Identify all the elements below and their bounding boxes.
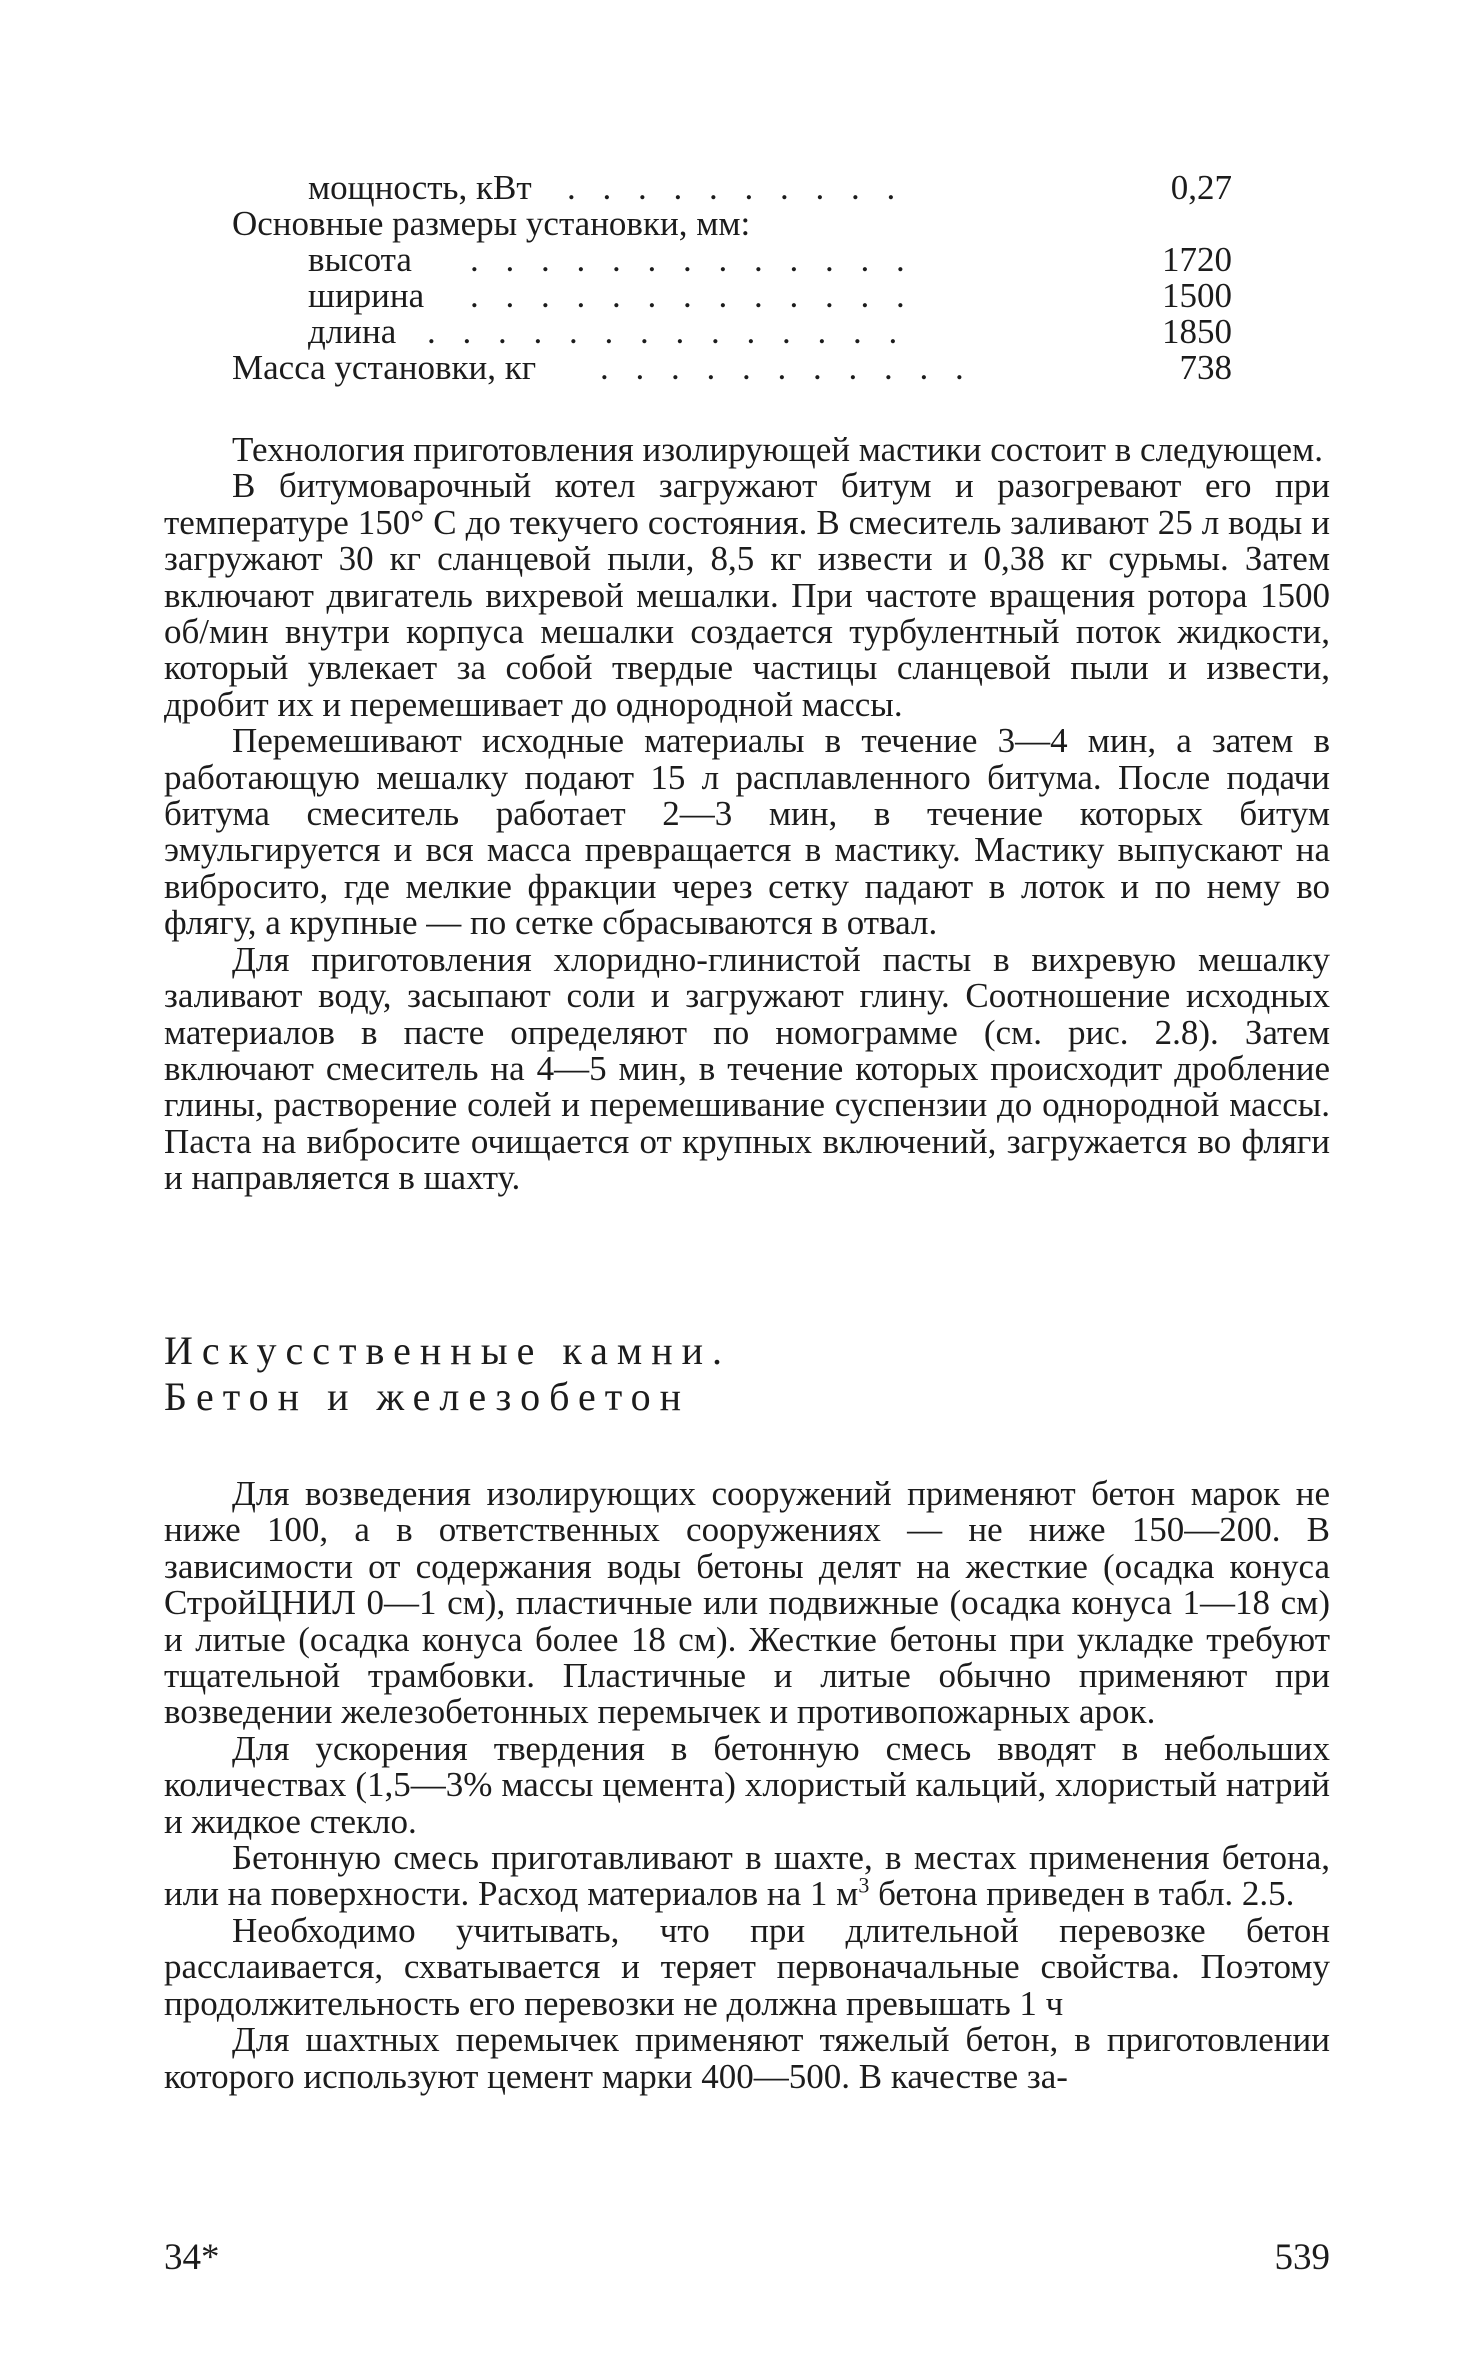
paragraph: Перемешивают исходные материалы в течение 3—4 мин, а затем в работающую мешалку подают 15 л расплавленного битума. После подачи битума смеситель работает 2—3 мин, в течение которых битум эмульгируется и вся масса превращается в мастику. Мастику выпускают на вибросито, где мелкие фракции через сетку падают в лоток и по нему во флягу, а крупные — по сетке сбрасываются в отвал. [164, 721, 1330, 943]
paragraph: Для шахтных перемычек применяют тяжелый бетон, в приготовлении которого используют цемент марки 400—500. В качестве за- [164, 2020, 1330, 2096]
paragraph: Для возведения изолирующих сооружений применяют бетон марок не ниже 100, а в ответственных сооружениях — не ниже 150—200. В зависимости от содержания воды бетоны делят на жесткие (осадка конуса СтройЦНИЛ 0—1 см), пластичные или подвижные (осадка конуса 1—18 см) и литые (осадка конуса более 18 см). Жесткие бетоны при укладке требуют тщательной трамбовки. Пластичные и литые обычно применяют при возведении железобетонных перемычек и противопожарных арок. [164, 1474, 1330, 1732]
spec-value: 1850 [1162, 312, 1232, 351]
spec-row [232, 314, 1232, 350]
spec-value: 738 [1179, 348, 1232, 387]
paragraph: Для приготовления хлоридно-глинистой пасты в вихревую мешалку заливают воду, засыпают соли и загружают глину. Соотношение исходных материалов в пасте определяют по номограмме (см. рис. 2.8). Затем включают смеситель на 4—5 мин, в течение которых происходит дробление глины, растворение солей и перемешивание суспензии до однородной массы. Паста на вибросите очищается от крупных включений, загружается во фляги и направляется в шахту. [164, 939, 1330, 1198]
page-number: 539 [1274, 2237, 1330, 2278]
superscript: 3 [858, 1872, 870, 1898]
spec-leader-dots: . . . . . . . . . . . . . [470, 276, 914, 315]
paragraph: Необходимо учитывать, что при длительной перевозке бетон расслаивается, схватывается и теряет первоначальные свойства. Поэтому продолжительность его перевозки не должна превышать 1 ч [164, 1910, 1330, 2023]
spec-list [232, 170, 1232, 386]
spec-label: Масса установки, кг [232, 348, 537, 387]
section-heading [164, 1328, 731, 1420]
spec-label: Основные размеры установки, мм: [232, 204, 751, 243]
spec-row [232, 206, 1232, 242]
spec-row [232, 350, 1232, 386]
signature-mark: 34* [164, 2237, 220, 2278]
spec-value: 1720 [1162, 240, 1232, 279]
paragraph: Для ускорения твердения в бетонную смесь вводят в небольших количествах (1,5—3% массы цемента) хлористый кальций, хлористый натрий и жидкое стекло. [164, 1728, 1330, 1841]
spec-leader-dots: . . . . . . . . . . [567, 168, 905, 207]
spec-leader-dots: . . . . . . . . . . . . . . [427, 312, 907, 351]
spec-row [232, 242, 1232, 278]
spec-row [232, 278, 1232, 314]
spec-label: мощность, кВт [308, 168, 532, 207]
spec-label: длина [308, 312, 397, 351]
concrete-text [164, 1476, 1330, 2095]
paragraph: Технология приготовления изолирующей мастики состоит в следующем. [232, 430, 1323, 469]
spec-value: 0,27 [1170, 168, 1232, 207]
spec-label: высота [308, 240, 412, 279]
mastic-technology-text [164, 432, 1330, 1197]
spec-label: ширина [308, 276, 425, 315]
text-run: Бетонную смесь приготавливают в шахте, в местах применения бетона, или на поверхности. Расход материалов на 1 м [164, 1838, 1330, 1914]
spec-value: 1500 [1162, 276, 1232, 315]
paragraph: В битумоварочный котел загружают битум и разогревают его при температуре 150° С до текучего состояния. В смеситель заливают 25 л воды и загружают 30 кг сланцевой пыли, 8,5 кг извести и 0,38 кг сурьмы. Затем включают двигатель вихревой мешалки. При частоте вращения ротора 1500 об/мин внутри корпуса мешалки создается турбулентный поток жидкости, который увлекает за собой твердые частицы сланцевой пыли и извести, дробит их и перемешивает до однородной массы. [164, 466, 1330, 724]
heading-line: Искусственные камни. [164, 1328, 732, 1373]
spec-leader-dots: . . . . . . . . . . . [600, 348, 973, 387]
heading-line: Бетон и железобетон [164, 1374, 691, 1419]
spec-leader-dots: . . . . . . . . . . . . . [470, 240, 914, 279]
spec-row [232, 170, 1232, 206]
paragraph [164, 1840, 1330, 1913]
text-run: бетона приведен в табл. 2.5. [869, 1874, 1295, 1914]
